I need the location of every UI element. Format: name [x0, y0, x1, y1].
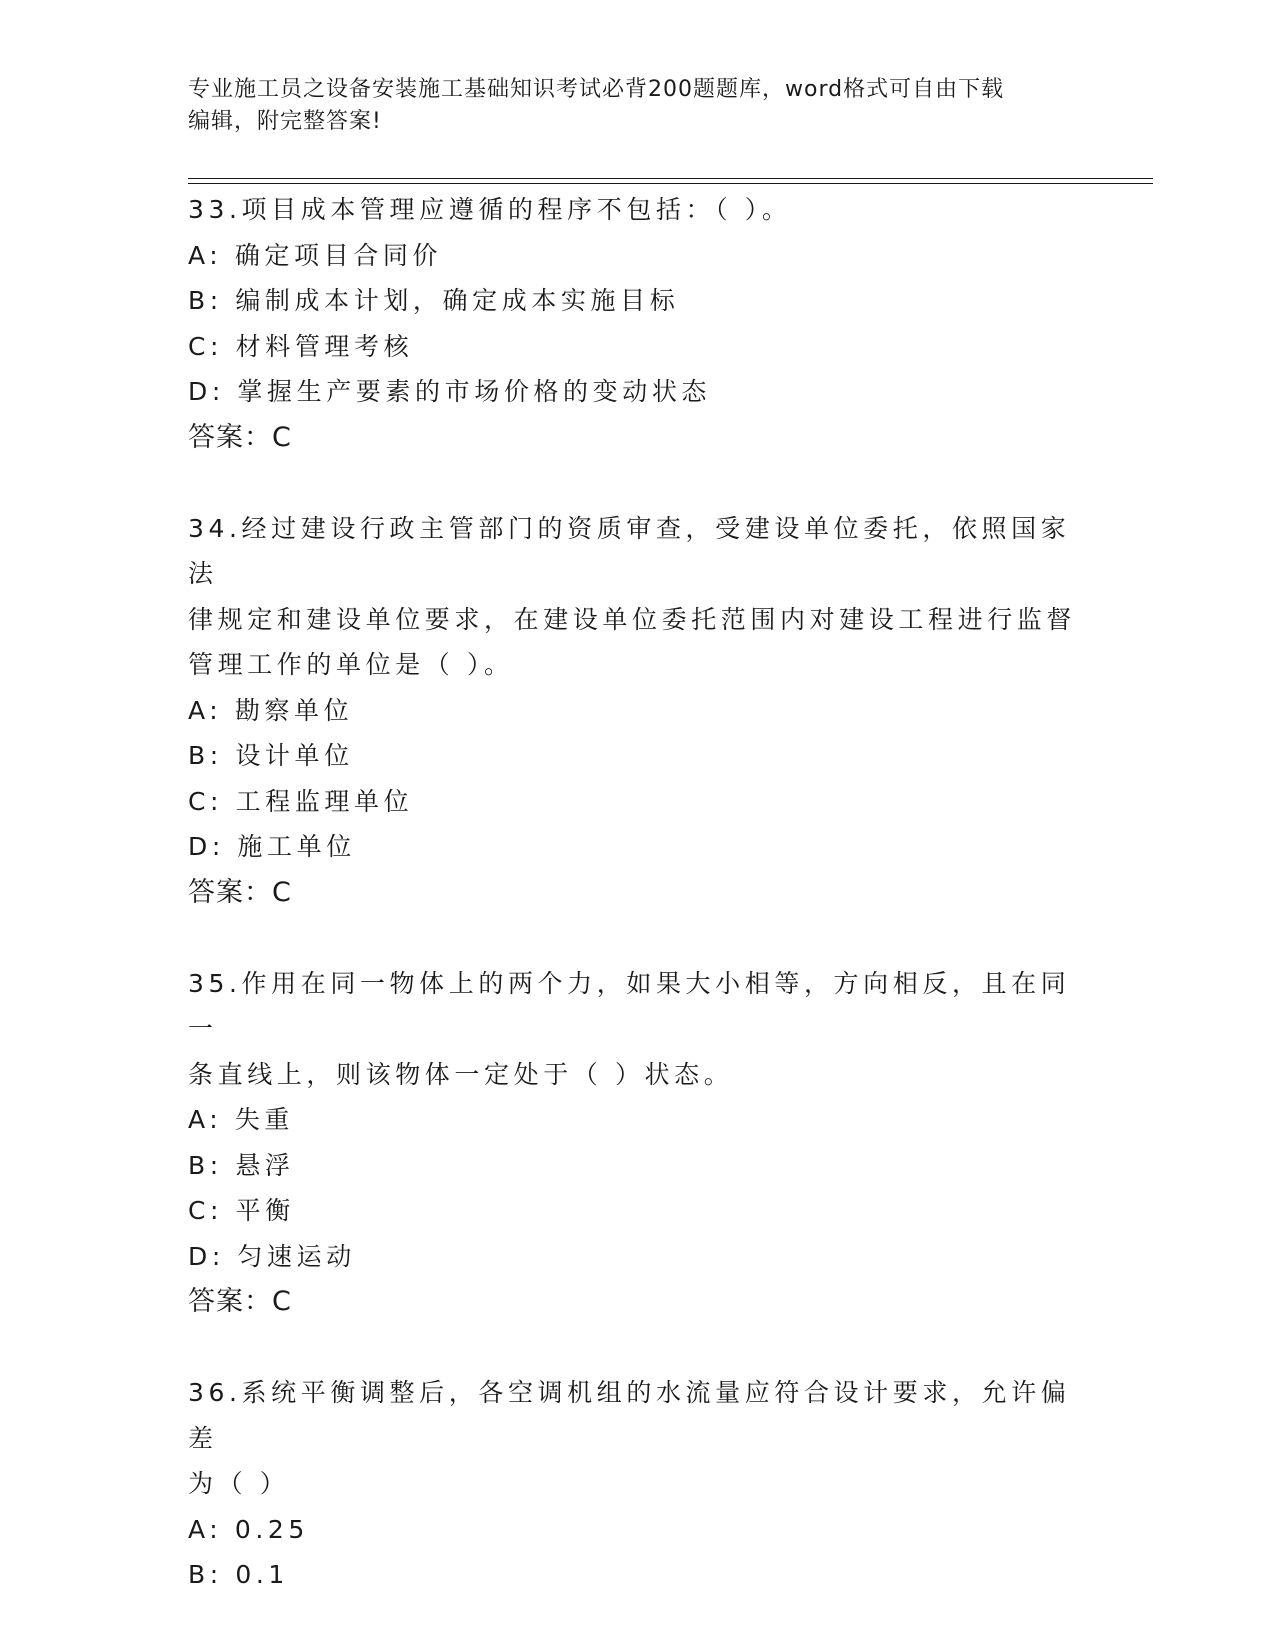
- question-text: 33.项目成本管理应遵循的程序不包括：（ ）。: [188, 195, 792, 224]
- option-a: A: 0.25: [188, 1514, 309, 1544]
- question-text-line-2: 条直线上，则该物体一定处于（ ）状态。: [188, 1059, 734, 1089]
- question-list: [188, 187, 1078, 1598]
- question-text-line-2: 为（ ）: [188, 1469, 290, 1498]
- header-divider-top: [188, 178, 1153, 179]
- option-c: C: 材料管理考核: [188, 331, 414, 361]
- header-divider-bottom: [188, 183, 1153, 184]
- question-34: [188, 506, 1078, 916]
- answer: 答案：C: [188, 876, 292, 908]
- header-title-line-1: 专业施工员之设备安装施工基础知识考试必背200题题库，word格式可自由下载: [188, 77, 1005, 102]
- option-a: A: 失重: [188, 1105, 295, 1134]
- header-title-line-2: 编辑，附完整答案!: [188, 109, 382, 134]
- question-36: [188, 1370, 1078, 1598]
- question-35: [188, 961, 1078, 1326]
- option-c: C: 工程监理单位: [188, 786, 414, 816]
- option-b: B: 设计单位: [188, 741, 354, 770]
- document-header: [188, 74, 1088, 138]
- option-b: B: 悬浮: [188, 1150, 295, 1180]
- question-text-line-2: 律规定和建设单位要求，在建设单位委托范围内对建设工程进行监督: [188, 604, 1077, 634]
- option-d: D: 匀速运动: [188, 1241, 356, 1271]
- option-b: B: 0.1: [188, 1560, 289, 1589]
- option-d: D: 施工单位: [188, 832, 356, 861]
- question-text-line-1: 35.作用在同一物体上的两个力，如果大小相等，方向相反，且在同一: [188, 968, 1071, 1043]
- answer: 答案：C: [188, 1286, 292, 1317]
- answer: 答案：C: [188, 421, 292, 453]
- option-a: A: 确定项目合同价: [188, 240, 443, 270]
- question-33: [188, 187, 1078, 461]
- question-text-line-3: 管理工作的单位是（ ）。: [188, 650, 514, 679]
- option-b: B: 编制成本计划，确定成本实施目标: [188, 286, 680, 315]
- option-c: C: 平衡: [188, 1196, 295, 1225]
- option-a: A: 勘察单位: [188, 695, 354, 725]
- question-text-line-1: 34.经过建设行政主管部门的资质审查，受建设单位委托，依照国家法: [188, 513, 1071, 588]
- question-text-line-1: 36.系统平衡调整后，各空调机组的水流量应符合设计要求，允许偏差: [188, 1378, 1071, 1453]
- option-d: D: 掌握生产要素的市场价格的变动状态: [188, 377, 712, 406]
